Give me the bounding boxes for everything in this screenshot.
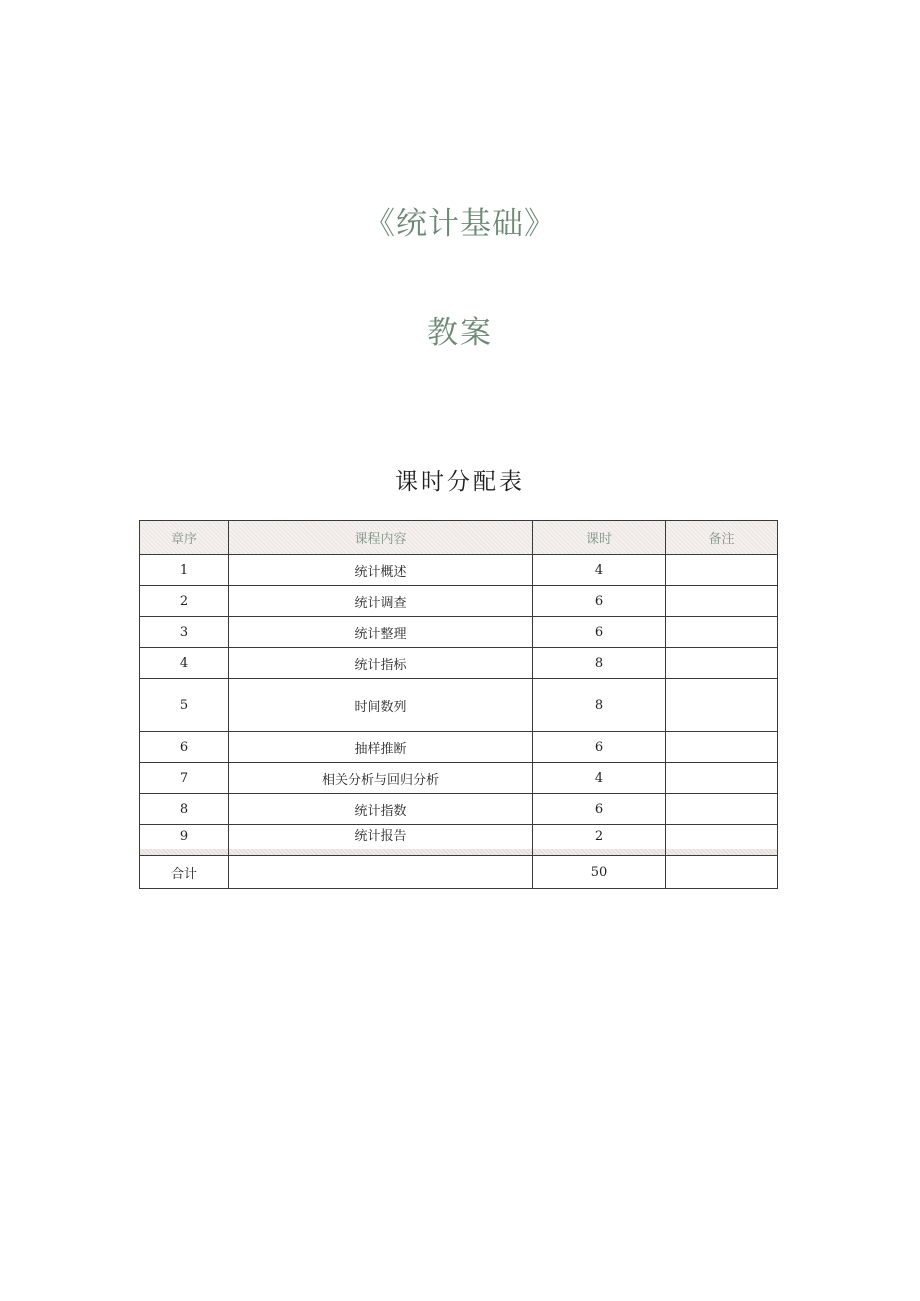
cell-content: 相关分析与回归分析	[229, 763, 533, 794]
table-row	[140, 794, 778, 825]
cell-note	[666, 586, 778, 617]
cell-hours: 6	[533, 586, 666, 617]
cell-content: 统计指数	[229, 794, 533, 825]
total-content	[229, 856, 533, 889]
cell-hours: 8	[533, 679, 666, 732]
cell-chapter: 9	[140, 825, 229, 850]
cell-hours: 8	[533, 648, 666, 679]
document-subtitle: 教案	[427, 315, 493, 351]
cell-note	[666, 617, 778, 648]
cell-note	[666, 679, 778, 732]
table-row	[140, 679, 778, 732]
document-title: 《统计基础》	[364, 206, 556, 242]
table-row	[140, 732, 778, 763]
table-row	[140, 586, 778, 617]
cell-note	[666, 763, 778, 794]
header-hours: 课时	[533, 521, 666, 555]
table-row	[140, 763, 778, 794]
cell-hours: 2	[533, 825, 666, 850]
cell-chapter: 1	[140, 555, 229, 586]
cell-content: 统计整理	[229, 617, 533, 648]
total-label: 合计	[140, 856, 229, 889]
header-note: 备注	[666, 521, 778, 555]
header-content: 课程内容	[229, 521, 533, 555]
cell-content: 统计调查	[229, 586, 533, 617]
cell-note	[666, 555, 778, 586]
cell-note	[666, 825, 778, 850]
cell-hours: 6	[533, 732, 666, 763]
cell-hours: 4	[533, 763, 666, 794]
total-hours: 50	[533, 856, 666, 889]
cell-chapter: 2	[140, 586, 229, 617]
cell-chapter: 8	[140, 794, 229, 825]
cell-note	[666, 732, 778, 763]
header-chapter: 章序	[140, 521, 229, 555]
cell-content: 抽样推断	[229, 732, 533, 763]
cell-chapter: 4	[140, 648, 229, 679]
cell-content: 时间数列	[229, 679, 533, 732]
table-row	[140, 617, 778, 648]
cell-content: 统计报告	[229, 825, 533, 850]
cell-note	[666, 794, 778, 825]
cell-note	[666, 648, 778, 679]
total-note	[666, 856, 778, 889]
table-row	[140, 648, 778, 679]
cell-hours: 4	[533, 555, 666, 586]
cell-chapter: 3	[140, 617, 229, 648]
cell-chapter: 6	[140, 732, 229, 763]
cell-content: 统计指标	[229, 648, 533, 679]
table-header-row	[140, 521, 778, 555]
table-row	[140, 555, 778, 586]
table-title: 课时分配表	[395, 469, 525, 495]
cell-hours: 6	[533, 794, 666, 825]
class-hours-table	[139, 520, 778, 889]
table-row	[140, 825, 778, 850]
total-row	[140, 856, 778, 889]
cell-hours: 6	[533, 617, 666, 648]
cell-chapter: 7	[140, 763, 229, 794]
cell-content: 统计概述	[229, 555, 533, 586]
cell-chapter: 5	[140, 679, 229, 732]
